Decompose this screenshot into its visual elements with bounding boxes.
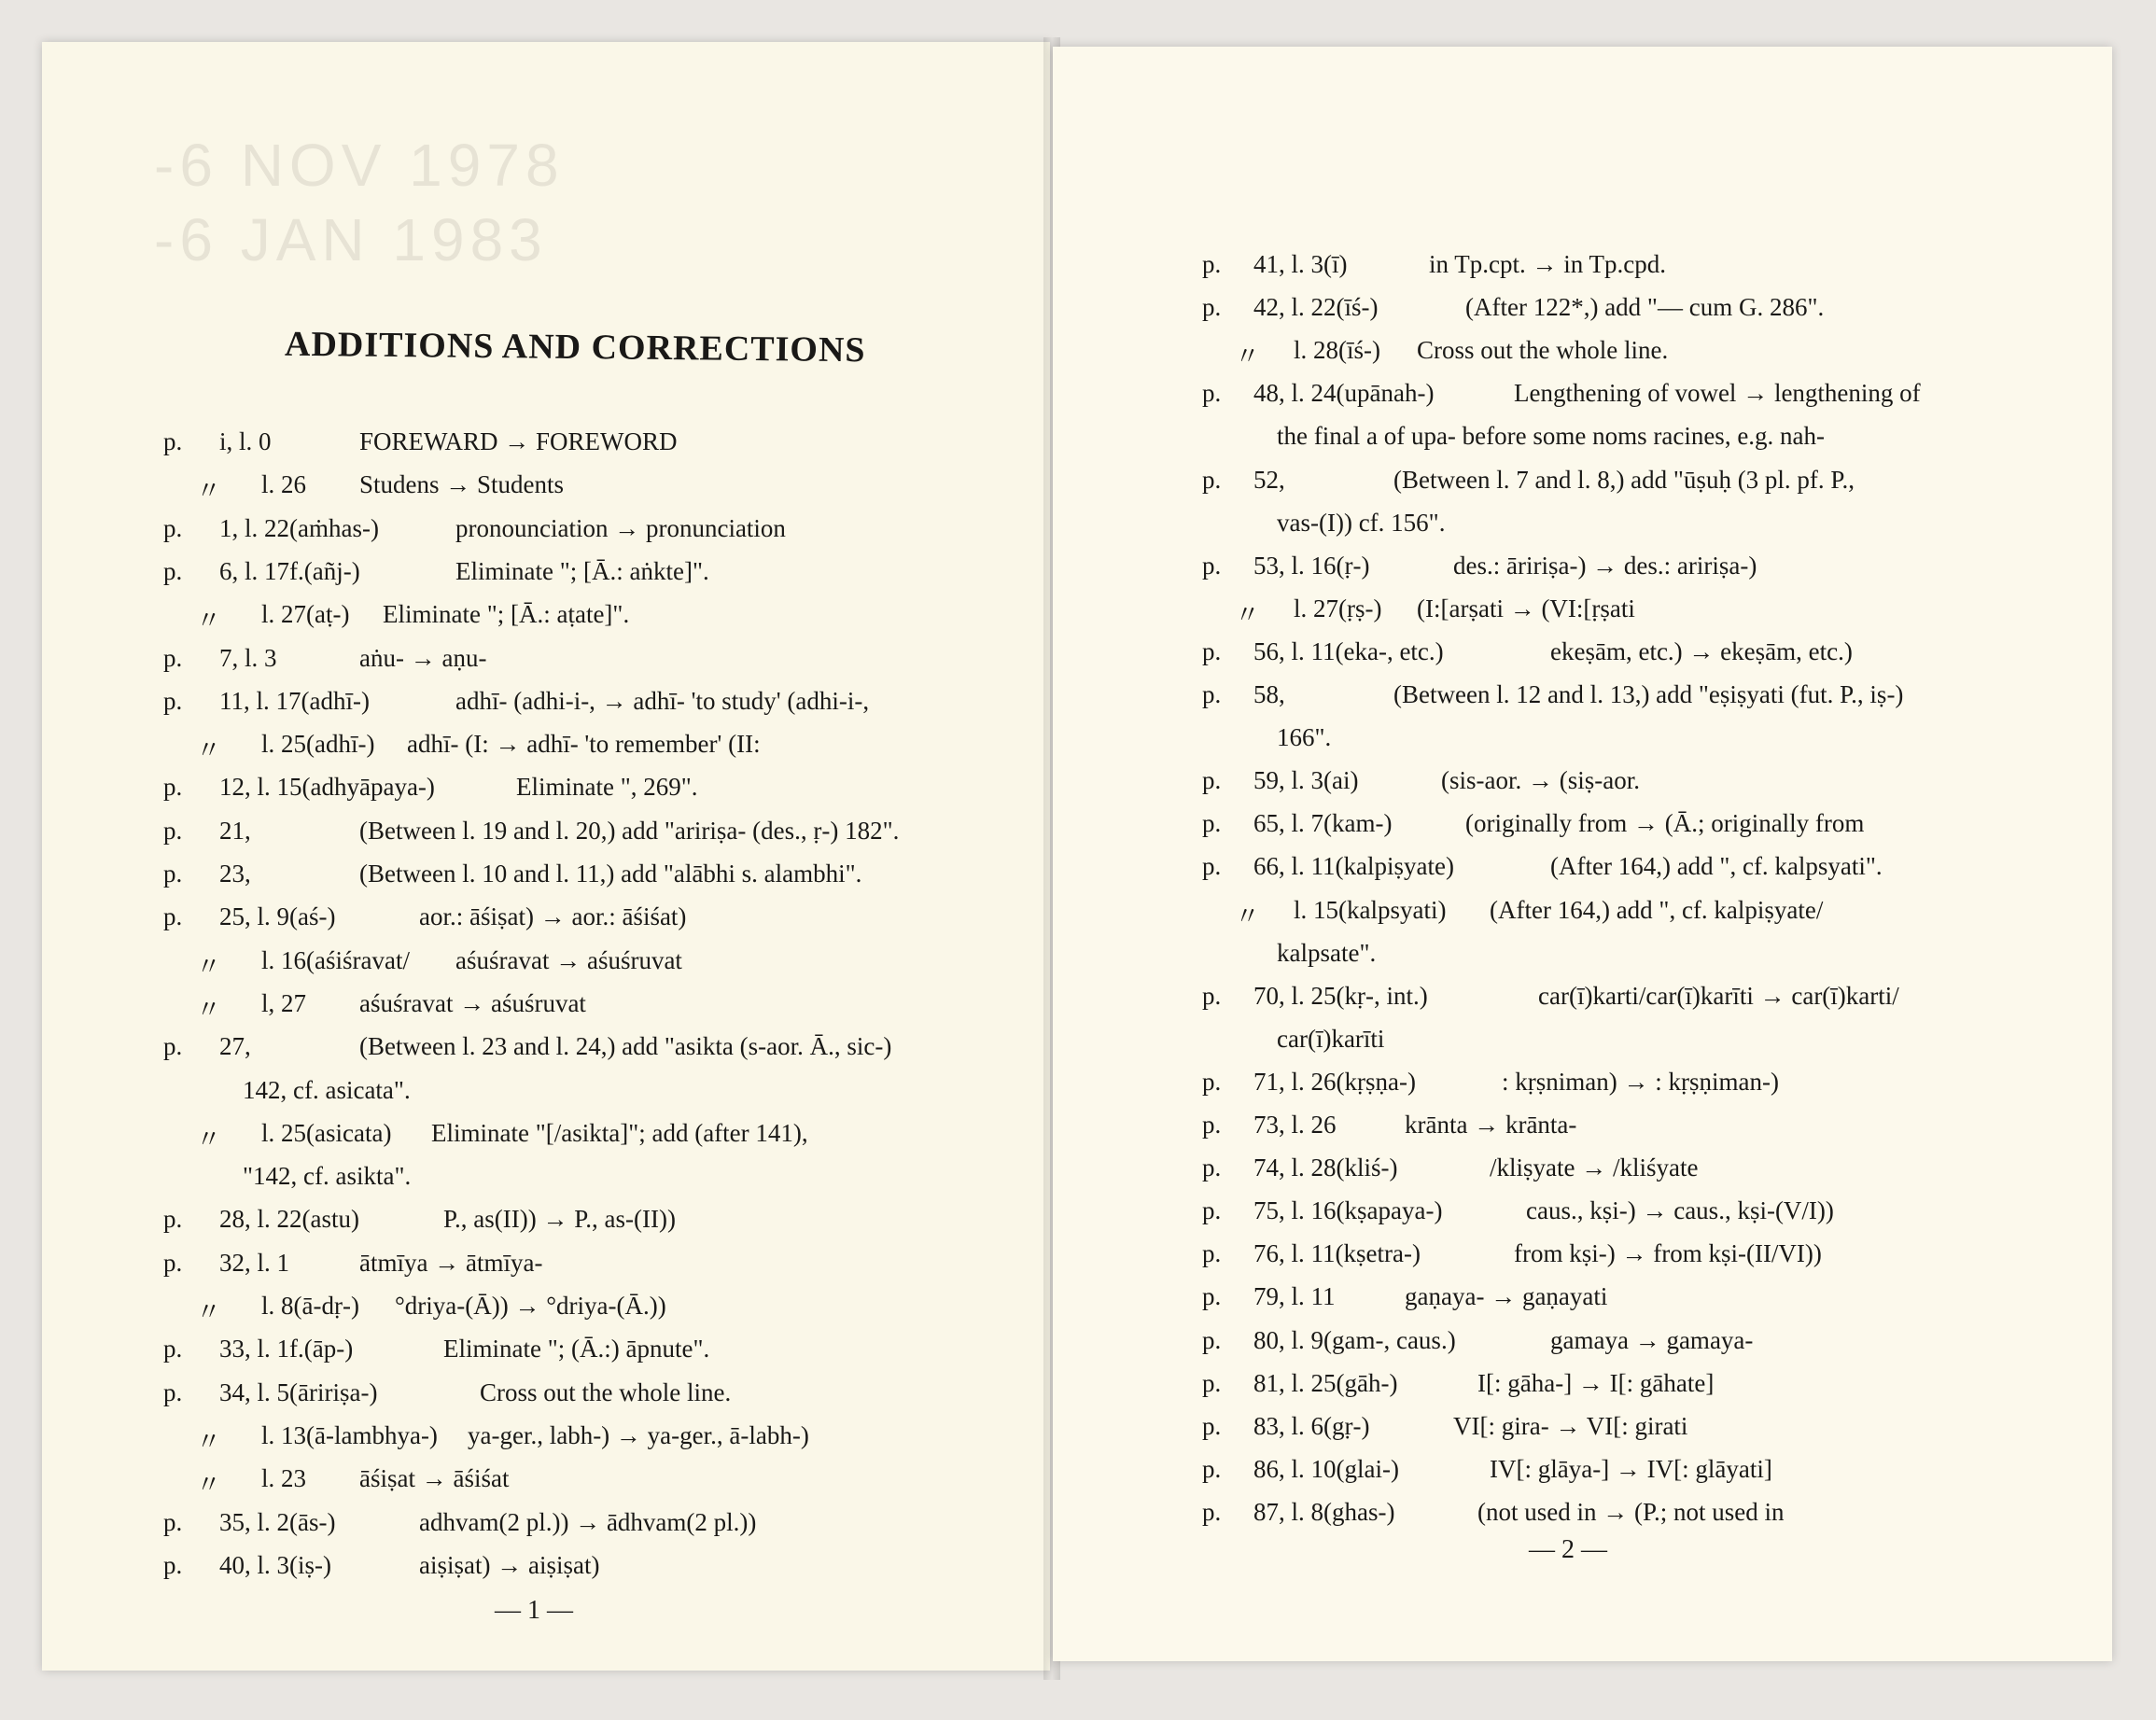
entry-correction: (not used in → (P.; not used in <box>1477 1497 1785 1526</box>
entry-page-marker: 〃 <box>1235 902 1260 930</box>
entry-page-marker: p. <box>1202 1411 1222 1440</box>
entry-page-marker: p. <box>1202 1154 1222 1182</box>
entry-page-marker: p. <box>163 1032 183 1061</box>
entry-page-marker: p. <box>163 1335 183 1363</box>
entry-reference: l. 27(aṭ-) <box>261 600 350 629</box>
entry-page-marker: p. <box>163 427 183 455</box>
entry-page-marker: 〃 <box>196 1427 221 1456</box>
entry-reference: 52, <box>1253 465 1285 494</box>
entry-reference: l. 8(ā-dṛ-) <box>261 1292 359 1320</box>
entry-reference: 42, l. 22(īś-) <box>1253 293 1379 322</box>
entry-page-marker: 〃 <box>1235 600 1260 629</box>
entry-page-marker: p. <box>1202 1067 1222 1096</box>
entry-reference: 28, l. 22(astu) <box>219 1205 359 1234</box>
entry-correction: "142, cf. asikta". <box>243 1162 412 1191</box>
entry-reference: 25, l. 9(aś-) <box>219 902 336 931</box>
entry-reference: 74, l. 28(kliś-) <box>1253 1154 1398 1182</box>
page-number: — 1 — <box>495 1596 573 1625</box>
entry-page-marker: 〃 <box>196 1471 221 1500</box>
entry-page-marker: 〃 <box>196 1125 221 1154</box>
left-page <box>42 42 1050 1671</box>
entry-correction: (After 164,) add ", cf. kalpiṣyate/ <box>1490 895 1824 924</box>
entry-reference: 81, l. 25(gāh-) <box>1253 1368 1398 1397</box>
entry-page-marker: p. <box>1202 1196 1222 1225</box>
entry-correction: in Tp.cpt. → in Tp.cpd. <box>1429 250 1666 278</box>
entry-page-marker: p. <box>1202 379 1222 408</box>
entry-page-marker: 〃 <box>196 1298 221 1326</box>
entry-reference: 87, l. 8(ghas-) <box>1253 1497 1395 1526</box>
entry-reference: 66, l. 11(kalpiṣyate) <box>1253 852 1454 881</box>
entry-page-marker: p. <box>1202 1497 1222 1526</box>
entry-page-marker: p. <box>1202 293 1222 322</box>
entry-correction: (sis-aor. → (siṣ-aor. <box>1441 766 1640 795</box>
entry-reference: l. 15(kalpsyati) <box>1294 895 1447 924</box>
entry-correction: Cross out the whole line. <box>480 1377 732 1406</box>
entry-reference: 6, l. 17f.(añj-) <box>219 556 360 585</box>
entry-reference: l. 23 <box>261 1464 307 1493</box>
entry-correction: car(ī)karīti <box>1277 1024 1385 1053</box>
entry-correction: 142, cf. asicata". <box>243 1075 411 1104</box>
entry-correction: pronounciation → pronunciation <box>455 513 786 542</box>
entry-correction: aṅu- → aṇu- <box>359 643 487 672</box>
entry-page-marker: 〃 <box>196 607 221 636</box>
entry-reference: 58, <box>1253 680 1285 708</box>
entry-reference: 35, l. 2(ās-) <box>219 1507 336 1536</box>
page-number: — 2 — <box>1529 1535 1607 1564</box>
entry-page-marker: p. <box>1202 636 1222 665</box>
entry-correction: : kṛṣniman) → : kṛṣṇiman-) <box>1502 1067 1779 1096</box>
entry-page-marker: p. <box>1202 551 1222 580</box>
entry-correction: aśuśravat → aśuśruvat <box>359 988 586 1017</box>
entry-correction: (Between l. 19 and l. 20,) add "aririṣa- (des., ṛ-) 182". <box>359 816 900 845</box>
entry-page-marker: p. <box>163 1550 183 1579</box>
entry-page-marker: p. <box>163 513 183 542</box>
entry-reference: 12, l. 15(adhyāpaya-) <box>219 773 435 802</box>
entry-reference: l. 27(ṛṣ-) <box>1294 594 1382 622</box>
entry-correction: car(ī)karti/car(ī)karīti → car(ī)karti/ <box>1538 981 1899 1010</box>
entry-reference: 56, l. 11(eka-, etc.) <box>1253 636 1444 665</box>
entry-page-marker: p. <box>163 643 183 672</box>
entry-reference: 59, l. 3(ai) <box>1253 766 1359 795</box>
entry-correction: des.: āririṣa-) → des.: aririṣa-) <box>1453 551 1757 580</box>
entry-correction: (After 164,) add ", cf. kalpsyati". <box>1550 852 1883 881</box>
entry-correction: Studens → Students <box>359 470 565 499</box>
entry-page-marker: 〃 <box>196 995 221 1024</box>
entry-reference: 70, l. 25(kṛ-, int.) <box>1253 981 1428 1010</box>
entry-page-marker: p. <box>163 816 183 845</box>
entry-page-marker: 〃 <box>1235 343 1260 371</box>
entry-correction: I[: gāha-] → I[: gāhate] <box>1477 1368 1715 1397</box>
entry-correction: krānta → krānta- <box>1405 1111 1577 1139</box>
entry-reference: l, 27 <box>261 988 307 1017</box>
entry-page-marker: 〃 <box>196 952 221 981</box>
entry-page-marker: p. <box>163 902 183 931</box>
entry-reference: l. 25(adhī-) <box>261 730 375 759</box>
entry-reference: 23, <box>219 860 251 888</box>
page-title: ADDITIONS AND CORRECTIONS <box>284 324 866 371</box>
entry-correction: (Between l. 12 and l. 13,) add "eṣiṣyati (fut. P., iṣ-) <box>1393 680 1904 708</box>
entry-page-marker: p. <box>1202 1282 1222 1311</box>
entry-correction: adhvam(2 pl.)) → ādhvam(2 pl.)) <box>419 1507 757 1536</box>
entry-correction: (After 122*,) add "— cum G. 286". <box>1465 293 1825 322</box>
right-page <box>1053 47 2112 1661</box>
entry-page-marker: p. <box>1202 1325 1222 1354</box>
entry-page-marker: p. <box>1202 766 1222 795</box>
entry-page-marker: p. <box>1202 1368 1222 1397</box>
entry-reference: 76, l. 11(kṣetra-) <box>1253 1239 1421 1268</box>
entry-page-marker: p. <box>1202 250 1222 278</box>
entry-correction: ekeṣām, etc.) → ekeṣām, etc.) <box>1550 636 1853 665</box>
entry-correction: (Between l. 23 and l. 24,) add "asikta (s-aor. Ā., sic-) <box>359 1032 892 1061</box>
entry-reference: 1, l. 22(aṁhas-) <box>219 513 379 542</box>
date-stamp: -6 NOV 1978 <box>154 132 565 199</box>
entry-page-marker: p. <box>1202 809 1222 838</box>
entry-correction: 166". <box>1277 723 1332 752</box>
entry-correction: gaṇaya- → gaṇayati <box>1405 1282 1608 1311</box>
entry-reference: 11, l. 17(adhī-) <box>219 686 370 715</box>
entry-correction: Lengthening of vowel → lengthening of <box>1514 379 1921 408</box>
entry-page-marker: p. <box>163 1507 183 1536</box>
entry-page-marker: p. <box>1202 852 1222 881</box>
entry-page-marker: p. <box>1202 1239 1222 1268</box>
entry-correction: gamaya → gamaya- <box>1550 1325 1754 1354</box>
entry-correction: the final a of upa- before some noms racines, e.g. nah- <box>1277 422 1826 451</box>
entry-page-marker: p. <box>1202 680 1222 708</box>
entry-correction: (Between l. 7 and l. 8,) add "ūṣuḥ (3 pl. pf. P., <box>1393 465 1855 494</box>
entry-reference: 71, l. 26(kṛṣṇa-) <box>1253 1067 1416 1096</box>
entry-reference: 79, l. 11 <box>1253 1282 1336 1311</box>
entry-correction: P., as(II)) → P., as-(II)) <box>443 1205 676 1234</box>
entry-reference: l. 26 <box>261 470 307 499</box>
entry-reference: 32, l. 1 <box>219 1248 290 1277</box>
entry-reference: 53, l. 16(ṛ-) <box>1253 551 1370 580</box>
entry-page-marker: p. <box>163 1377 183 1406</box>
entry-page-marker: p. <box>163 860 183 888</box>
entry-reference: l. 13(ā-lambhya-) <box>261 1420 438 1449</box>
entry-correction: VI[: gira- → VI[: girati <box>1453 1411 1688 1440</box>
entry-correction: ātmīya → ātmīya- <box>359 1248 543 1277</box>
entry-page-marker: p. <box>1202 465 1222 494</box>
entry-reference: 75, l. 16(kṣapaya-) <box>1253 1196 1443 1225</box>
entry-reference: 21, <box>219 816 251 845</box>
entry-correction: from kṣi-) → from kṣi-(II/VI)) <box>1514 1239 1822 1268</box>
entry-reference: l. 25(asicata) <box>261 1118 392 1147</box>
entry-reference: 7, l. 3 <box>219 643 277 672</box>
entry-reference: 27, <box>219 1032 251 1061</box>
entry-page-marker: p. <box>1202 1111 1222 1139</box>
entry-reference: 83, l. 6(gṛ-) <box>1253 1411 1370 1440</box>
entry-correction: aor.: āśiṣat) → aor.: āśiśat) <box>419 902 687 931</box>
entry-page-marker: p. <box>1202 1454 1222 1483</box>
entry-page-marker: 〃 <box>196 477 221 506</box>
entry-page-marker: p. <box>163 686 183 715</box>
entry-page-marker: p. <box>163 1205 183 1234</box>
entry-correction: Eliminate ", 269". <box>516 773 698 802</box>
entry-correction: (Between l. 10 and l. 11,) add "alābhi s. alambhi". <box>359 860 862 888</box>
entry-reference: i, l. 0 <box>219 427 272 455</box>
entry-correction: /kliṣyate → /kliśyate <box>1490 1154 1699 1182</box>
entry-reference: 86, l. 10(glai-) <box>1253 1454 1399 1483</box>
entry-correction: āśiṣat → āśiśat <box>359 1464 510 1493</box>
entry-correction: (originally from → (Ā.; originally from <box>1465 809 1865 838</box>
entry-reference: 80, l. 9(gam-, caus.) <box>1253 1325 1456 1354</box>
entry-reference: 73, l. 26 <box>1253 1111 1337 1139</box>
entry-correction: Eliminate "; [Ā.: aṭate]". <box>383 600 630 629</box>
entry-reference: 34, l. 5(āririṣa-) <box>219 1377 378 1406</box>
entry-page-marker: p. <box>1202 981 1222 1010</box>
entry-reference: 33, l. 1f.(āp-) <box>219 1335 354 1363</box>
entry-correction: (I:[arṣati → (VI:[ṛṣati <box>1417 594 1635 622</box>
entry-page-marker: p. <box>163 1248 183 1277</box>
entry-reference: l. 28(īś-) <box>1294 336 1380 365</box>
entry-correction: adhī- (adhi-i-, → adhī- 'to study' (adhi-i-, <box>455 686 870 715</box>
entry-reference: 40, l. 3(iṣ-) <box>219 1550 331 1579</box>
entry-correction: IV[: glāya-] → IV[: glāyati] <box>1490 1454 1772 1483</box>
entry-page-marker: 〃 <box>196 736 221 765</box>
entry-correction: Eliminate "; (Ā.:) āpnute". <box>443 1335 710 1363</box>
entry-correction: ya-ger., labh-) → ya-ger., ā-labh-) <box>468 1420 809 1449</box>
entry-reference: 48, l. 24(upānah-) <box>1253 379 1435 408</box>
entry-page-marker: p. <box>163 773 183 802</box>
entry-correction: Cross out the whole line. <box>1417 336 1669 365</box>
entry-reference: l. 16(aśiśravat/ <box>261 945 410 974</box>
entry-reference: 41, l. 3(ī) <box>1253 250 1348 278</box>
date-stamp: -6 JAN 1983 <box>154 206 548 273</box>
entry-correction: kalpsate". <box>1277 938 1377 967</box>
entry-correction: adhī- (I: → adhī- 'to remember' (II: <box>407 730 761 759</box>
entry-correction: FOREWARD → FOREWORD <box>359 427 678 455</box>
entry-correction: aiṣiṣat) → aiṣiṣat) <box>419 1550 600 1579</box>
entry-reference: 65, l. 7(kam-) <box>1253 809 1393 838</box>
entry-page-marker: p. <box>163 556 183 585</box>
entry-correction: °driya-(Ā)) → °driya-(Ā.)) <box>395 1292 666 1320</box>
entry-correction: Eliminate "[/asikta]"; add (after 141), <box>431 1118 808 1147</box>
entry-correction: Eliminate "; [Ā.: aṅkte]". <box>455 556 709 585</box>
entry-correction: aśuśravat → aśuśruvat <box>455 945 682 974</box>
entry-correction: vas-(I)) cf. 156". <box>1277 508 1446 537</box>
entry-correction: caus., kṣi-) → caus., kṣi-(V/I)) <box>1526 1196 1834 1225</box>
